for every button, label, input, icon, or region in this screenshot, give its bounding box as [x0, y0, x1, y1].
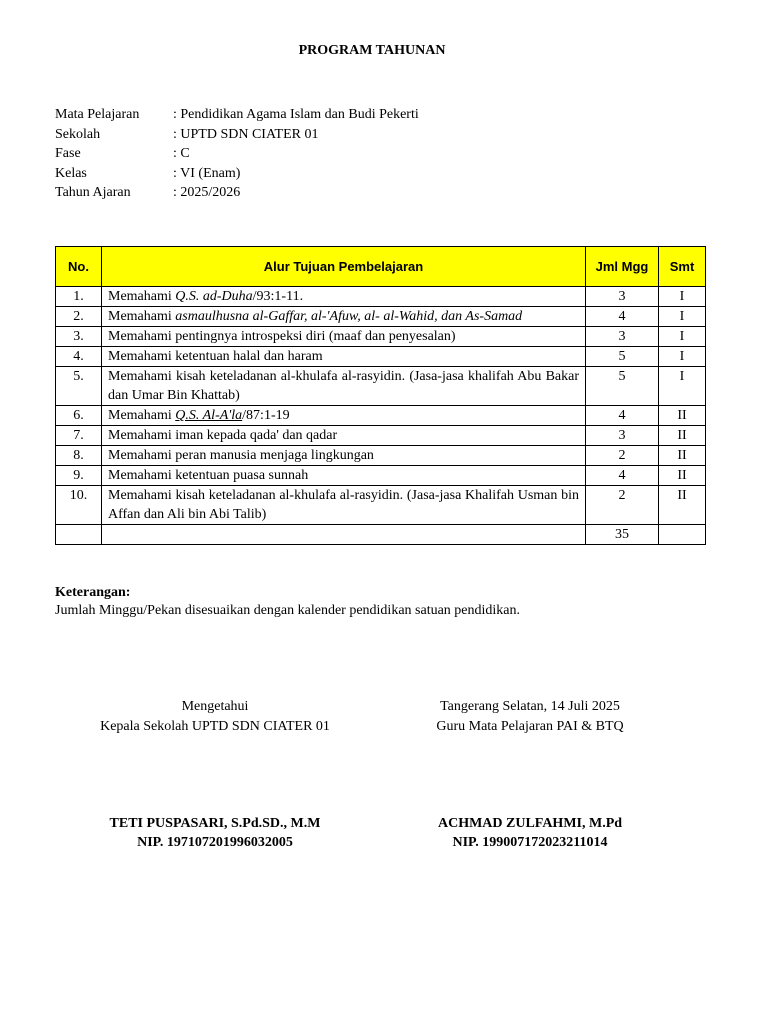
signatory-right: [400, 814, 660, 852]
table-row: [56, 446, 706, 466]
row-learning-objective: [102, 426, 586, 446]
info-value: : Pendidikan Agama Islam dan Budi Pekerti: [173, 107, 419, 122]
row-semester: II: [659, 426, 706, 446]
row-semester: I: [659, 347, 706, 367]
objective-text: Q.S. Al-A'la: [175, 408, 243, 423]
row-semester: II: [659, 446, 706, 466]
objective-text: Memahami pentingnya introspeksi diri (maaf dan penyesalan): [108, 329, 456, 344]
info-block: [55, 105, 419, 203]
row-learning-objective: [102, 486, 586, 525]
signatory-right-name: ACHMAD ZULFAHMI, M.Pd: [437, 816, 623, 831]
row-number: 1.: [56, 287, 102, 307]
info-row-phase: [55, 144, 419, 164]
total-weeks: 35: [586, 525, 659, 545]
row-learning-objective: [102, 327, 586, 347]
row-number: 6.: [56, 406, 102, 426]
table-row: [56, 287, 706, 307]
objective-text: Memahami iman kepada qada' dan qadar: [108, 428, 338, 443]
header-jml-mgg: Jml Mgg: [586, 247, 659, 287]
row-semester: II: [659, 406, 706, 426]
row-weeks: 2: [586, 486, 659, 525]
row-learning-objective: [102, 446, 586, 466]
objective-text: Memahami: [108, 309, 176, 324]
row-semester: II: [659, 486, 706, 525]
row-weeks: 3: [586, 287, 659, 307]
signatory-left-nip: NIP. 197107201996032005: [137, 835, 293, 850]
info-row-year: [55, 183, 419, 203]
table-row: [56, 367, 706, 406]
info-label: Mata Pelajaran: [55, 107, 140, 122]
row-semester: I: [659, 367, 706, 406]
header-smt: Smt: [659, 247, 706, 287]
info-row-subject: [55, 105, 419, 125]
document-title: PROGRAM TAHUNAN: [298, 43, 446, 58]
signatory-left-name: TETI PUSPASARI, S.Pd.SD., M.M: [109, 816, 321, 831]
row-number: 7.: [56, 426, 102, 446]
signature-right: [400, 697, 660, 737]
row-weeks: 4: [586, 406, 659, 426]
signature-left-line2: Kepala Sekolah UPTD SDN CIATER 01: [100, 719, 330, 734]
info-value: : 2025/2026: [173, 185, 241, 200]
row-weeks: 5: [586, 347, 659, 367]
row-number: 4.: [56, 347, 102, 367]
row-learning-objective: [102, 307, 586, 327]
row-learning-objective: [102, 466, 586, 486]
table-row: [56, 466, 706, 486]
row-weeks: 3: [586, 327, 659, 347]
row-learning-objective: [102, 347, 586, 367]
empty-cell: [56, 525, 102, 545]
table-header-row: [56, 247, 706, 287]
objective-text: Memahami kisah keteladanan al-khulafa al-rasyidin. (Jasa-jasa Khalifah Usman bin Affan dan Ali bin Abi Talib): [108, 488, 579, 522]
row-weeks: 5: [586, 367, 659, 406]
table-row: [56, 406, 706, 426]
table-body: [56, 287, 706, 545]
row-number: 2.: [56, 307, 102, 327]
table-row: [56, 426, 706, 446]
objective-text: Memahami kisah keteladanan al-khulafa al-rasyidin. (Jasa-jasa khalifah Abu Bakar dan Umar Bin Khattab): [108, 369, 579, 403]
empty-cell: [659, 525, 706, 545]
row-learning-objective: [102, 367, 586, 406]
signatory-left: [70, 814, 360, 852]
table-total-row: [56, 525, 706, 545]
row-semester: I: [659, 327, 706, 347]
program-table: [55, 246, 706, 545]
row-learning-objective: [102, 287, 586, 307]
notes-section: [55, 584, 520, 620]
row-weeks: 3: [586, 426, 659, 446]
objective-text: Memahami ketentuan halal dan haram: [108, 349, 323, 364]
objective-text: Memahami ketentuan puasa sunnah: [108, 468, 309, 483]
row-number: 5.: [56, 367, 102, 406]
table-row: [56, 486, 706, 525]
info-row-school: [55, 125, 419, 145]
objective-text: Memahami peran manusia menjaga lingkungan: [108, 448, 374, 463]
info-value: : VI (Enam): [173, 165, 241, 181]
objective-text: /93:1-11.: [252, 289, 304, 304]
objective-text: Memahami: [108, 289, 176, 304]
header-no: No.: [56, 247, 102, 287]
info-label: Sekolah: [55, 126, 101, 142]
row-weeks: 2: [586, 446, 659, 466]
info-label: Tahun Ajaran: [55, 185, 131, 200]
info-value: : C: [173, 146, 190, 161]
objective-text: Memahami: [108, 408, 176, 423]
objective-text: /87:1-19: [242, 408, 290, 423]
notes-title: Keterangan:: [55, 585, 131, 600]
signature-left-line1: Mengetahui: [181, 699, 249, 714]
table-row: [56, 307, 706, 327]
notes-text: Jumlah Minggu/Pekan disesuaikan dengan kalender pendidikan satuan pendidikan.: [55, 603, 521, 618]
info-value: : UPTD SDN CIATER 01: [173, 126, 319, 142]
table-row: [56, 327, 706, 347]
row-number: 10.: [56, 486, 102, 525]
row-number: 3.: [56, 327, 102, 347]
signature-left: [70, 697, 360, 737]
row-semester: I: [659, 287, 706, 307]
table-row: [56, 347, 706, 367]
info-label: Fase: [55, 146, 81, 161]
row-number: 8.: [56, 446, 102, 466]
signature-right-line2: Guru Mata Pelajaran PAI & BTQ: [436, 719, 624, 734]
row-learning-objective: [102, 406, 586, 426]
row-number: 9.: [56, 466, 102, 486]
row-weeks: 4: [586, 466, 659, 486]
info-label: Kelas: [55, 165, 87, 181]
row-semester: II: [659, 466, 706, 486]
objective-text: asmaulhusna al-Gaffar, al-'Afuw, al- al-Wahid, dan As-Samad: [175, 309, 523, 324]
header-atp: Alur Tujuan Pembelajaran: [102, 247, 586, 287]
info-row-class: [55, 164, 419, 184]
objective-text: Q.S. ad-Duha: [175, 289, 253, 304]
row-semester: I: [659, 307, 706, 327]
empty-cell: [102, 525, 586, 545]
signature-right-line1: Tangerang Selatan, 14 Juli 2025: [440, 699, 620, 714]
row-weeks: 4: [586, 307, 659, 327]
signatory-right-nip: NIP. 199007172023211014: [452, 835, 608, 850]
